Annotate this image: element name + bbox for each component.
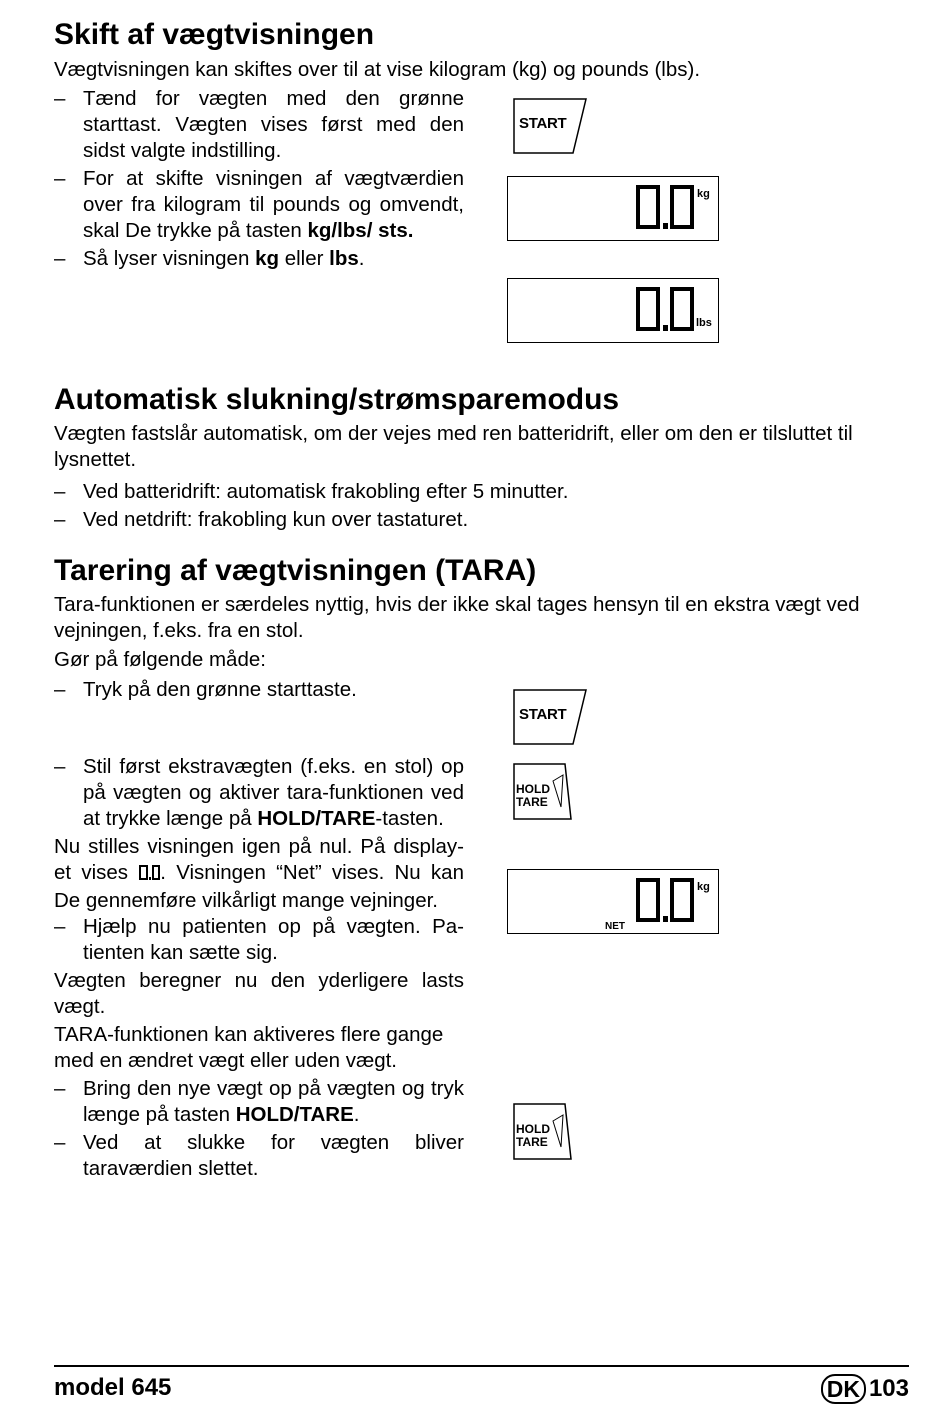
- lcd-display-net: kg NET: [507, 869, 719, 934]
- section-intro: Vægten fastslår automatisk, om der vejes med ren batteridrift, eller om den er tilsluttet til lysnettet.: [54, 422, 853, 471]
- section-intro: Tara-funktionen er særdeles nyttig, hvis der ikke skal tages hensyn til en ekstra vægt ved vejningen, f.eks. fra en stol.: [54, 593, 860, 642]
- paragraph: Vægten beregner nu den yderligere lasts vægt.: [54, 969, 464, 1018]
- footer-page: [821, 1374, 909, 1404]
- inline-zero-display: [138, 862, 160, 888]
- footer-divider: [54, 1365, 909, 1367]
- section-intro-2: Gør på følgende måde:: [54, 648, 266, 671]
- net-indicator: NET: [605, 921, 625, 932]
- start-button[interactable]: START: [513, 98, 587, 152]
- list-item: – Ved batteridrift: automatisk frakobling efter 5 minutter.: [54, 480, 569, 503]
- list-item: – Tryk på den grønne starttaste.: [54, 678, 357, 701]
- start-button[interactable]: START: [513, 689, 587, 743]
- hold-tare-button[interactable]: HOLD TARE: [513, 1103, 573, 1159]
- seven-segment-digits: [634, 876, 696, 926]
- paragraph: Nu stilles visningen igen på nul. På display-et vises . Visningen “Net” vises. Nu kan De gennemføre vilkårligt mange vejninger.: [54, 835, 464, 912]
- section-title-tare: Tarering af vægtvisningen (TARA): [54, 554, 537, 587]
- list-item: – For at skifte visningen af vægtværdien over fra kilogram til pounds og omvendt, skal De trykke på tasten kg/lbs/ sts.: [54, 167, 464, 242]
- section-title-auto-off: Automatisk slukning/strømsparemodus: [54, 383, 620, 416]
- list-item: – Stil først ekstravægten (f.eks. en stol) op på vægten og aktiver tara-funktionen ved at trykke længe på HOLD/TARE-tasten.: [54, 755, 464, 830]
- list-item: – Ved netdrift: frakobling kun over tastaturet.: [54, 508, 469, 531]
- page-number: 103: [868, 1375, 909, 1402]
- section-intro: Vægtvisningen kan skiftes over til at vise kilogram (kg) og pounds (lbs).: [54, 58, 701, 81]
- country-badge: DK: [821, 1374, 866, 1404]
- paragraph: TARA-funktionen kan aktiveres flere gange med en ændret vægt eller uden vægt.: [54, 1023, 444, 1072]
- instruction-list: [54, 479, 914, 533]
- list-item: – Ved at slukke for vægten bliver taraværdien slettet.: [54, 1131, 464, 1180]
- section-title-weight-display: Skift af vægtvisningen: [54, 18, 375, 51]
- seven-segment-digits: [634, 285, 696, 335]
- list-item: – Bring den nye vægt op på vægten og tryk længe på tasten HOLD/TARE.: [54, 1077, 464, 1126]
- lcd-display-lbs: lbs: [507, 278, 719, 343]
- list-item: – Så lyser visningen kg eller lbs.: [54, 247, 365, 270]
- list-item: – Hjælp nu patienten op på vægten. Pa-tienten kan sætte sig.: [54, 915, 464, 964]
- instruction-list: [54, 86, 464, 272]
- seven-segment-digits: [634, 183, 696, 233]
- lcd-display-kg: kg: [507, 176, 719, 241]
- hold-tare-button[interactable]: HOLD TARE: [513, 763, 573, 819]
- seven-segment-digits: [138, 864, 160, 881]
- list-item: – Tænd for vægten med den grønne starttast. Vægten vises først med den sidst valgte indstilling.: [54, 87, 464, 162]
- footer-model: model 645: [54, 1374, 172, 1401]
- tare-instructions: [54, 754, 464, 1182]
